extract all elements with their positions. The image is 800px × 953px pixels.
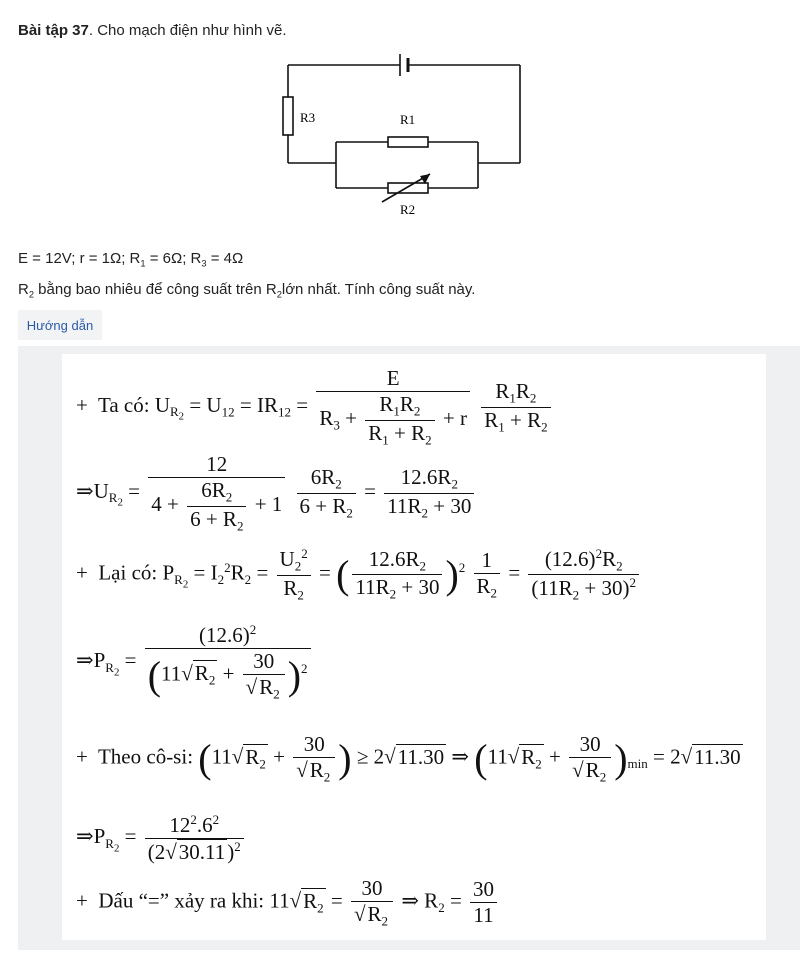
exercise-title: Bài tập 37	[18, 22, 89, 39]
solution-line-4: $\Rightarrow P_{R_2}$ = $(12.6)^2$ ($11√R_2$ + $\frac{30}{√R_2}$ )$^2$	[76, 622, 314, 702]
hint-button[interactable]: Hướng dẫn	[18, 310, 102, 340]
solution-line-3: + Lại có: $P_{R_2} = I_2^2R_2$ = $\frac{U_2^2}{R_2}$ = ( $\frac{12.6R_2}{11R_2 + 30}$ )$^2$ $\frac{1}{R_2}$ = $\frac{(12.6)^2R_2}{(11R_2 + 30)^2}$	[76, 546, 642, 604]
resistor-r1	[388, 137, 428, 147]
label-r2: R2	[400, 202, 416, 217]
solution-line-5: + Theo cô-si: ($11√R_2$ + $\frac{30}{√R_2}$ ) ≥ 2√11.30 ⇒ ($11√R_2$ + $\frac{30}{√R_2}$ )$_{min} = 2√11.30$	[76, 732, 741, 785]
solution-image	[62, 354, 766, 940]
resistor-r2	[388, 183, 428, 193]
exercise-text: . Cho mạch điện như hình vẽ.	[88, 22, 287, 39]
given-values: E = 12V; r = 1Ω; $R_1 = 6\Omega$; $R_3 = 4\Omega$	[18, 250, 244, 269]
question-text: $R_2$ bằng bao nhiêu để công suất trên $R_2lớn$ nhất. Tính công suất này.	[18, 281, 476, 300]
solution-line-7: + Dấu “=” xảy ra khi: $11√R_2$ = $\frac{30}{√R_2}$ ⇒ $R_2$ = $\frac{30}{11}$	[76, 876, 500, 930]
solution-panel	[18, 346, 800, 950]
problem-statement	[18, 22, 287, 39]
solution-line-2: $\Rightarrow U_{R_2}$ = 12 4 + $\frac{6R_2}{6 + R_2}$ + 1 $\frac{6R_2}{6 + R_2}$ = $\frac{12.6R_2}{11R_2 + 30}$	[76, 452, 477, 534]
solution-line-1: + Ta có: $U_{R_2} = U_{12} = IR_{12}$ = E $R_3$ + $\frac{R_1R_2}{R_1 + R_2}$ + r $\frac{R_1R_2}{R_1 + R_2}$	[76, 366, 554, 448]
label-r3: R3	[300, 110, 316, 125]
solution-line-6: $\Rightarrow P_{R_2}$ = $\frac{12^2.6^2}{(2√30.11)^2}$	[76, 812, 247, 865]
resistor-r3	[283, 97, 293, 135]
circuit-diagram	[270, 42, 530, 222]
label-r1: R1	[400, 112, 416, 127]
